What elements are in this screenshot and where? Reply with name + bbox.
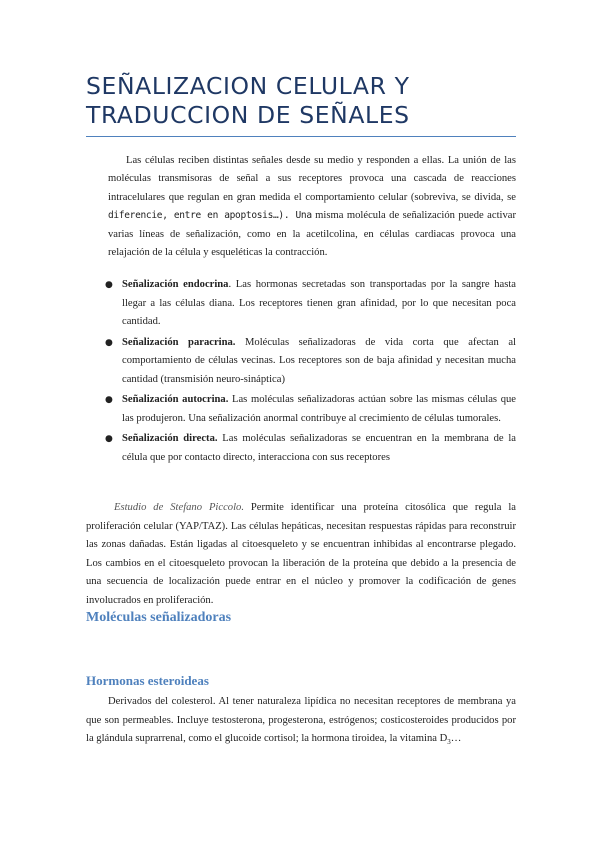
list-item-term: Señalización autocrina.: [122, 394, 229, 405]
bullet-icon: ●: [105, 280, 113, 290]
study-text: Permite identificar una proteína citosólica que regula la proliferación celular (YAP/TAZ). Las células hepáticas, necesitan respuestas rápidas para reconstruir las zonas dañadas. Están ligadas al citoesqueleto y se encuentran inhibidas al encontrarse plegado. Los cambios en el citoesqueleto provocan la liberación de la proteína que debido a la presencia de una secuencia de localización puede entrar en el núcleo y promover la codificación de genes involucrados en proliferación.: [86, 502, 516, 606]
intro-text-2: misma molécula de señalización puede activar varias líneas de señalización, como en la acetilcolina, en células cardiacas provoca una relajación de la célula y esqueléticas la contracción.: [108, 210, 516, 259]
list-item-text: Moléculas señalizadoras de vida corta que afectan al comportamiento de células vecinas. Los receptores son de baja afinidad y necesitan mucha cantidad (transmisión neuro-sináptica): [122, 336, 516, 385]
signaling-types-list: [105, 276, 517, 469]
page-title: [86, 72, 516, 130]
list-item-text: Las moléculas señalizadoras actúan sobre las mismas células que las produjeron. Una señalización anormal contribuye al crecimiento de células tumorales.: [122, 394, 516, 424]
list-item-term: Señalización directa.: [122, 433, 218, 444]
list-item-term: Señalización paracrina.: [122, 336, 236, 348]
list-item-text: Las moléculas señalizadoras se encuentran en la membrana de la célula que por contacto directo, interacciona con sus receptores: [122, 433, 516, 463]
title-underline: [86, 136, 516, 137]
study-paragraph: [86, 499, 516, 611]
study-lead: Estudio de Stefano Piccolo.: [114, 502, 244, 513]
title-line-2: TRADUCCION DE SEÑALES: [86, 101, 410, 129]
list-item-text: . Las hormonas secretadas son transportadas por la sangre hasta llegar a las células diana. Los receptores tienen gran afinidad, por lo que necesitan poca cantidad.: [122, 279, 517, 327]
list-item-paracrine: [105, 334, 516, 390]
hormones-tail: …: [450, 733, 462, 745]
list-item-direct: [105, 430, 516, 467]
vitamin-subscript: 3: [447, 738, 451, 747]
hormones-paragraph: [86, 693, 516, 749]
handwritten-annotation: diferencie, entre en apoptosis…). Una: [108, 210, 312, 222]
section-heading: Moléculas señalizadoras: [86, 610, 232, 625]
list-item-term: Señalización endocrina: [122, 279, 229, 290]
intro-text-1: Las células reciben distintas señales desde su medio y responden a ellas. La unión de las moléculas transmisoras de señal a sus receptores provoca una cascada de reacciones intracelulares que regulan en gran medida el comportamiento celular (sobreviva, se divida, se: [108, 155, 516, 203]
list-item-endocrine: [105, 276, 517, 332]
subsection-heading: Hormonas esteroideas: [86, 673, 209, 688]
list-item-autocrine: [105, 391, 516, 428]
title-line-1: SEÑALIZACION CELULAR Y: [86, 72, 410, 100]
bullet-icon: ●: [105, 434, 113, 444]
bullet-icon: ●: [105, 337, 113, 348]
bullet-icon: ●: [105, 395, 113, 405]
hormones-text: Derivados del colesterol. Al tener naturaleza lipídica no necesitan receptores de membrana ya que son permeables. Incluye testosterona, progesterona, estrógenos; costicosteroides producidos por la glándula suprarrenal, como el glucoide cortisol; la hormona tiroidea, la vitamina D: [86, 696, 516, 745]
intro-paragraph: [108, 152, 516, 262]
